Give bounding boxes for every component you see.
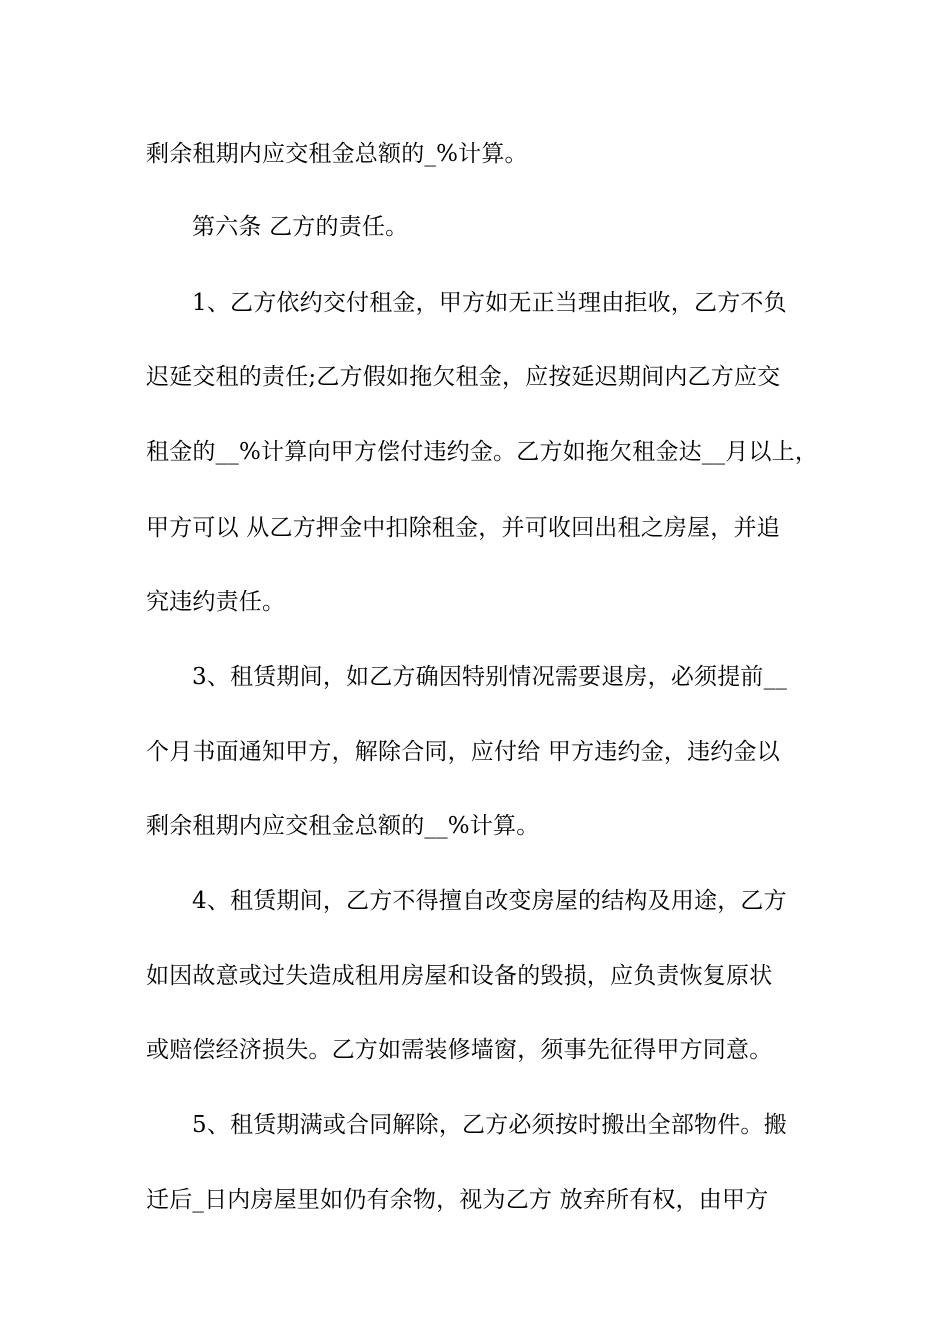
text-line: 4、租赁期间，乙方不得擅自改变房屋的结构及用途，乙方 [192, 888, 787, 914]
text-line: 迟延交租的责任;乙方假如拖欠租金，应按延迟期间内乙方应交 [146, 364, 781, 390]
text-line: 5、租赁期满或合同解除，乙方必须按时搬出全部物件。搬 [192, 1112, 787, 1138]
text-line: 迁后_日内房屋里如仍有余物，视为乙方 放弃所有权，由甲方 [146, 1187, 769, 1213]
text-line: 如因故意或过失造成租用房屋和设备的毁损，应负责恢复原状 [146, 963, 773, 989]
text-line: 1、乙方依约交付租金，甲方如无正当理由拒收，乙方不负 [192, 290, 787, 316]
section-heading: 第六条 乙方的责任。 [192, 214, 409, 240]
text-line: 究违约责任。 [146, 589, 286, 615]
text-line: 3、租赁期间，如乙方确因特别情况需要退房，必须提前__ [192, 664, 788, 690]
text-line: 或赔偿经济损失。乙方如需装修墙窗，须事先征得甲方同意。 [146, 1037, 773, 1063]
text-line: 个月书面通知甲方，解除合同，应付给 甲方违约金，违约金以 [146, 739, 780, 765]
text-line: 甲方可以 从乙方押金中扣除租金，并可收回出租之房屋，并追 [146, 515, 780, 541]
text-line: 租金的__%计算向甲方偿付违约金。乙方如拖欠租金达__月以上， [146, 439, 819, 465]
text-line: 剩余租期内应交租金总额的_%计算。 [146, 141, 528, 167]
text-line: 剩余租期内应交租金总额的__%计算。 [146, 813, 540, 839]
